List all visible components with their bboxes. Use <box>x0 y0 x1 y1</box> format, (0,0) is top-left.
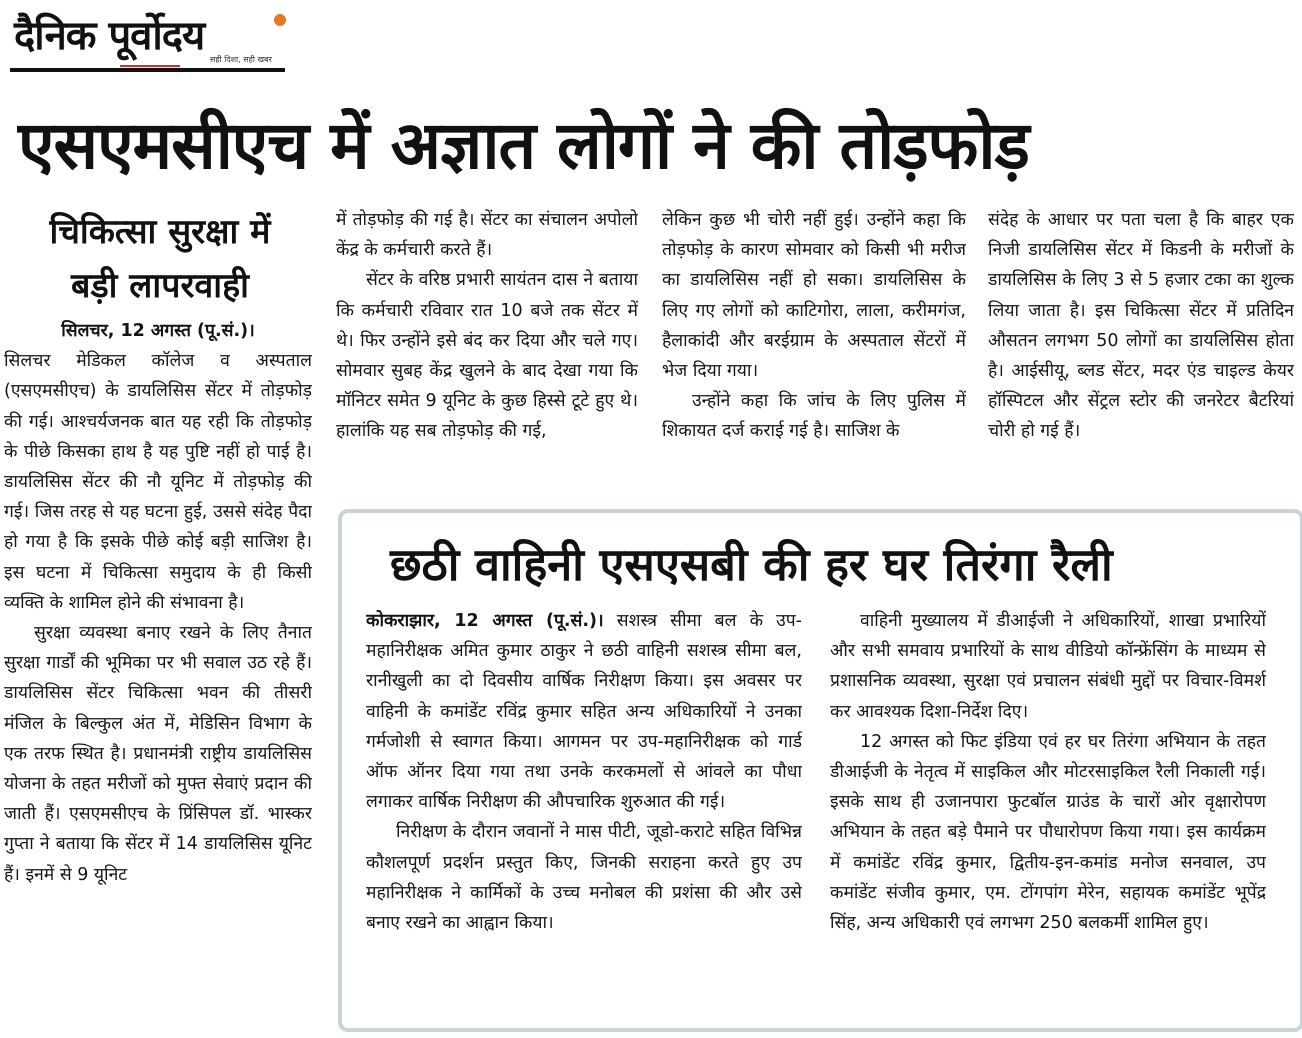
article2-column-2 <box>830 606 1266 1018</box>
article1-dateline: सिलचर, 12 अगस्त (पू.सं.)। <box>61 321 255 341</box>
masthead-tagline: सही दिशा, सही खबर <box>210 55 272 64</box>
paragraph: सेंटर के वरिष्ठ प्रभारी सायंतन दास ने बताया कि कर्मचारी रविवार रात 10 बजे तक सेंटर में थे। फिर उन्होंने इसे बंद कर दिया और चले गए। सोमवार सुबह केंद्र खुलने के बाद देखा गया कि मॉनिटर समेत 9 यूनिट के कुछ हिस्से टूटे हुए थे। हालांकि यह सब तोड़फोड़ की गई, <box>336 270 638 442</box>
paragraph: में तोड़फोड़ की गई है। सेंटर का संचालन अपोलो केंद्र के कर्मचारी करते हैं। <box>336 210 638 261</box>
paragraph: वाहिनी मुख्यालय में डीआईजी ने अधिकारियों, शाखा प्रभारियों और सभी समवाय प्रभारियों के साथ वीडियो कॉन्फ्रेंसिंग के माध्यम से प्रशासनिक व्यवस्था, सुरक्षा एवं प्रचालन संबंधी मुद्दों पर विचार-विमर्श कर आवश्यक दिशा-निर्देश दिए। <box>830 611 1266 722</box>
article1-column-2 <box>336 205 638 495</box>
paragraph: संदेह के आधार पर पता चला है कि बाहर एक निजी डायलिसिस सेंटर में किडनी के मरीजों के डायलिसिस के लिए 3 से 5 हजार टका का शुल्क लिया जाता है। इस चिकित्सा सेंटर में प्रतिदिन औसतन लगभग 50 लोगों का डायलिसिस होता है। आईसीयू, ब्लड सेंटर, मदर एंड चाइल्ड केयर हॉस्पिटल और सेंट्रल स्टोर की जनरेटर बैटरियां चोरी हो गई हैं। <box>988 210 1294 442</box>
subhead-line: चिकित्सा सुरक्षा में <box>49 212 271 252</box>
article1-column-4 <box>988 205 1294 495</box>
masthead-rule <box>10 68 285 72</box>
newspaper-logo: दैनिक पूर्वोदय <box>14 13 205 59</box>
masthead <box>10 4 285 72</box>
paragraph: निरीक्षण के दौरान जवानों ने मास पीटी, जूडो-कराटे सहित विभिन्न कौशलपूर्ण प्रदर्शन प्रस्तुत किए, जिनकी सराहना करते हुए उप महानिरीक्षक ने कार्मिकों के उच्च मनोबल की प्रशंसा की और उसे बनाए रखने का आह्वान किया। <box>366 822 802 934</box>
paragraph: सिलचर मेडिकल कॉलेज व अस्पताल (एसएमसीएच) के डायलिसिस सेंटर में तोड़फोड़ की गई। आश्चर्यजनक बात यह रही कि तोड़फोड़ के पीछे किसका हाथ है यह पुष्टि नहीं हो पाई है। डायलिसिस सेंटर की नौ यूनिट में तोड़फोड़ की गई। जिस तरह से यह घटना हुई, उससे संदेह पैदा हो गया है कि इसके पीछे कोई बड़ी साजिश है। इस घटना में चिकित्सा समुदाय के ही किसी व्यक्ति के शामिल होने की संभावना है। <box>4 351 312 613</box>
subhead-line: बड़ी लापरवाही <box>71 266 249 306</box>
article1-subhead <box>10 205 310 313</box>
paragraph: सुरक्षा व्यवस्था बनाए रखने के लिए तैनात सुरक्षा गार्डों की भूमिका पर भी सवाल उठ रहे हैं। डायलिसिस सेंटर चिकित्सा भवन की तीसरी मंजिल के बिल्कुल अंत में, मेडिसिन विभाग के एक तरफ स्थित है। प्रधानमंत्री राष्ट्रीय डायलिसिस योजना के तहत मरीजों को मुफ्त सेवाएं प्रदान की जाती हैं। एसएमसीएच के प्रिंसिपल डॉ. भास्कर गुप्ता ने बताया कि सेंटर में 14 डायलिसिस यूनिट हैं। इनमें से 9 यूनिट <box>4 623 312 885</box>
article1-headline: एसएमसीएच में अज्ञात लोगों ने की तोड़फोड़ <box>18 107 1029 184</box>
article2-column-1 <box>366 606 802 1018</box>
article2-dateline: कोकराझार, 12 अगस्त (पू.सं.)। <box>366 611 604 631</box>
article2-headline: छठी वाहिनी एसएसबी की हर घर तिरंगा रैली <box>390 538 1113 591</box>
masthead-red-rule <box>120 65 180 67</box>
paragraph: 12 अगस्त को फिट इंडिया एवं हर घर तिरंगा अभियान के तहत डीआईजी के नेतृत्व में साइकिल और मोटरसाइकिल रैली निकाली गई। इसके साथ ही उजानपारा फुटबॉल ग्राउंड के चारों ओर वृक्षारोपण अभियान के तहत बड़े पैमाने पर पौधारोपण किया गया। इस कार्यक्रम में कमांडेंट रविंद्र कुमार, द्वितीय-इन-कमांड मनोज सनवाल, उप कमांडेंट संजीव कुमार, एम. टोंगपांग मेरेन, सहायक कमांडेंट भूपेंद्र सिंह, अन्य अधिकारी एवं लगभग 250 बलकर्मी शामिल हुए। <box>830 731 1266 934</box>
article1-column-3 <box>662 205 966 495</box>
article1-column-1 <box>4 316 312 1028</box>
paragraph: कोकराझार, 12 अगस्त (पू.सं.)। सशस्त्र सीमा बल के उप-महानिरीक्षक अमित कुमार ठाकुर ने छठी वाहिनी सशस्त्र सीमा बल, रानीखुली का दो दिवसीय वार्षिक निरीक्षण किया। इस अवसर पर वाहिनी के कमांडेंट रविंद्र कुमार सहित अन्य अधिकारियों ने उनका गर्मजोशी से स्वागत किया। आगमन पर उप-महानिरीक्षक को गार्ड ऑफ ऑनर दिया गया तथा उनके करकमलों से आंवले का पौधा लगाकर वार्षिक निरीक्षण की औपचारिक शुरुआत की गई। <box>366 611 802 813</box>
paragraph: लेकिन कुछ भी चोरी नहीं हुई। उन्होंने कहा कि तोड़फोड़ के कारण सोमवार को किसी भी मरीज का डायलिसिस नहीं हो सका। डायलिसिस के लिए गए लोगों को काटिगोरा, लाला, करीमगंज, हैलाकांदी और बरईग्राम के अस्पताल सेंटरों में भेज दिया गया। <box>662 210 966 382</box>
paragraph: उन्होंने कहा कि जांच के लिए पुलिस में शिकायत दर्ज कराई गई है। साजिश के <box>662 391 966 442</box>
logo-dot-icon <box>274 14 286 26</box>
